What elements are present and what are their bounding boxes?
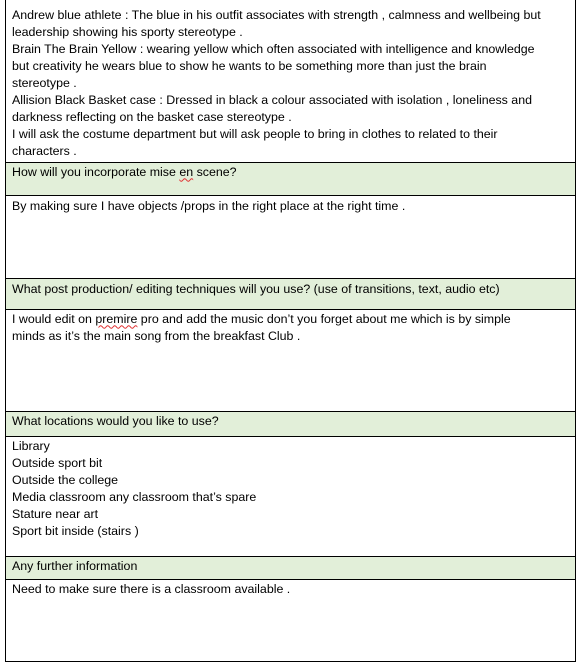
costume-line: Allision Black Basket case : Dressed in black a colour associated with isolation , loneliness and [12,93,532,107]
costume-answer-row [6,0,576,162]
costume-line: Andrew blue athlete : The blue in his outfit associates with strength , calmness and wellbeing but [12,8,541,22]
costume-line: darkness reflecting on the basket case stereotype . [12,110,292,124]
location-item: Library [12,438,50,453]
question-text: Any further information [12,558,138,573]
location-item: Outside sport bit [12,455,103,470]
locations-answer [6,436,576,556]
costume-line: stereotype . [12,76,77,90]
location-item: Media classroom any classroom that’s spare [12,489,257,504]
spelling-flagged-word: en [179,164,194,179]
answer-text: By making sure I have objects /props in the right place at the right time . [12,198,406,213]
question-text: What post production/ editing techniques will you use? (use of transitions, text, audio etc) [12,281,500,296]
location-item: Stature near art [12,506,99,521]
mise-en-scene-answer-row [6,195,576,278]
costume-line: I will ask the costume department but will ask people to bring in clothes to related to their [12,127,498,141]
further-info-question [6,556,576,579]
costume-line: Brain The Brain Yellow : wearing yellow which often associated with intelligence and knowledge [12,42,535,56]
planning-form-table [5,0,576,662]
answer-text: pro and add the music don’t you forget about me which is by simple [137,311,511,326]
costume-answer-cell [6,0,576,162]
question-text: How will you incorporate mise [12,164,180,179]
mise-en-scene-question [6,162,576,195]
locations-answer-row [6,436,576,556]
answer-text: I would edit on [12,311,96,326]
location-item: Outside the college [12,472,119,487]
answer-text: Need to make sure there is a classroom available . [12,581,291,596]
costume-line: but creativity he wears blue to show he wants to be something more than just the brain [12,59,487,73]
question-text: What locations would you like to use? [12,413,219,428]
locations-question-row [6,411,576,436]
location-item: Sport bit inside (stairs ) [12,523,139,538]
mise-en-scene-question-row [6,162,576,195]
spelling-flagged-word: premire [95,311,138,326]
further-info-question-row [6,556,576,579]
costume-line: characters . [12,144,77,158]
costume-line: leadership showing his sporty stereotype . [12,25,243,39]
answer-text: minds as it’s the main song from the breakfast Club . [12,328,301,343]
further-info-answer-row [6,579,576,661]
question-text: scene? [193,164,237,179]
post-production-answer [6,309,576,411]
post-production-question [6,278,576,309]
mise-en-scene-answer [6,195,576,278]
further-info-answer [6,579,576,661]
post-production-answer-row [6,309,576,411]
locations-question [6,411,576,436]
post-production-question-row [6,278,576,309]
